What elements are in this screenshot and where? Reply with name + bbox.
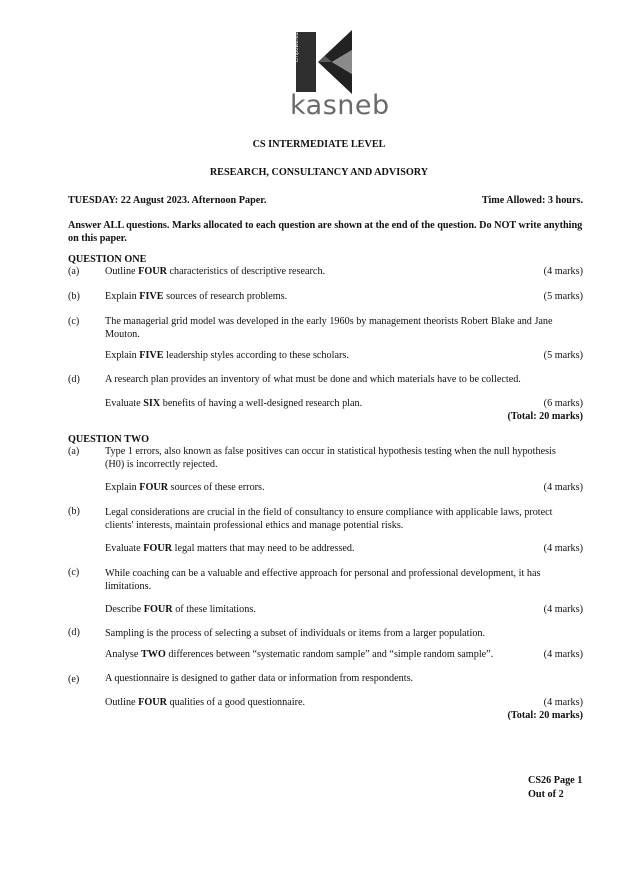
q2d-marks: (4 marks) [543,649,583,660]
q2e-stem: A questionnaire is designed to gather data or information from respondents. [105,673,414,684]
question-two-title: QUESTION TWO [68,434,150,445]
q1c-marks: (5 marks) [543,350,583,361]
time-allowed: Time Allowed: 3 hours. [481,195,583,206]
exam-subject: RESEARCH, CONSULTANCY AND ADVISORY [209,167,429,178]
q2b-marks: (4 marks) [543,543,583,554]
q2d-stem: Sampling is the process of selecting a subset of individuals or items from a larger population. [105,628,486,639]
logo-wordmark: kasneb [290,90,390,121]
q2c-stem: While coaching can be a valuable and effective approach for personal and professional development, it has limitations. [105,568,541,592]
q1b-label: (b) [68,291,80,302]
q2d-label: (d) [68,627,80,638]
q1d-text: Evaluate SIX benefits of having a well-designed research plan. [105,398,363,409]
q1d-marks: (6 marks) [543,398,583,409]
q2a-label: (a) [68,446,80,457]
question-one-title: QUESTION ONE [68,254,147,265]
q1c-stem: The managerial grid model was developed in the early 1960s by management theorists Robert Blake and Jane Mouton. [105,316,553,340]
q2a-stem: Type 1 errors, also known as false positives can occur in statistical hypothesis testing when the null hypothesis (H0) is incorrectly rejected. [105,446,556,470]
q1b-text: Explain FIVE sources of research problems. [105,291,288,302]
q1d-label: (d) [68,374,80,385]
q2e-label: (e) [68,674,80,685]
q1d-stem: A research plan provides an inventory of what must be done and which materials have to be collected. [105,374,521,385]
q1c-label: (c) [68,316,80,327]
q1b-marks: (5 marks) [543,291,583,302]
q2c-label: (c) [68,567,80,578]
q2-total: (Total: 20 marks) [507,710,583,721]
q1-total: (Total: 20 marks) [507,411,583,422]
q2e-marks: (4 marks) [543,697,583,708]
q2d-text: Analyse TWO differences between “systematic random sample” and “simple random sample”. [105,649,494,660]
instructions: Answer ALL questions. Marks allocated to each question are shown at the end of the question. Do NOT write anything on this paper. [68,220,583,244]
q1a-label: (a) [68,266,80,277]
kasneb-emblem-icon [294,28,364,94]
q2b-label: (b) [68,506,80,517]
q2b-text: Evaluate FOUR legal matters that may need to be addressed. [105,543,355,554]
q2c-marks: (4 marks) [543,604,583,615]
q1a-marks: (4 marks) [543,266,583,277]
q1a-text: Outline FOUR characteristics of descriptive research. [105,266,326,277]
q2e-text: Outline FOUR qualities of a good questionnaire. [105,697,306,708]
q1c-text: Explain FIVE leadership styles according to these scholars. [105,350,349,361]
q2b-stem: Legal considerations are crucial in the field of consultancy to ensure compliance with applicable laws, protect clients' interests, maintain professional ethics and manage potential risks. [105,507,553,531]
q2a-text: Explain FOUR sources of these errors. [105,482,265,493]
q2a-marks: (4 marks) [543,482,583,493]
exam-level: CS INTERMEDIATE LEVEL [252,139,386,150]
exam-date: TUESDAY: 22 August 2023. Afternoon Paper. [68,195,267,206]
footer-out-of: Out of 2 [528,789,564,800]
logo-tagline: Empowered [294,32,300,62]
q2c-text: Describe FOUR of these limitations. [105,604,256,615]
kasneb-logo [288,28,390,121]
footer-page-number: CS26 Page 1 [528,775,583,786]
